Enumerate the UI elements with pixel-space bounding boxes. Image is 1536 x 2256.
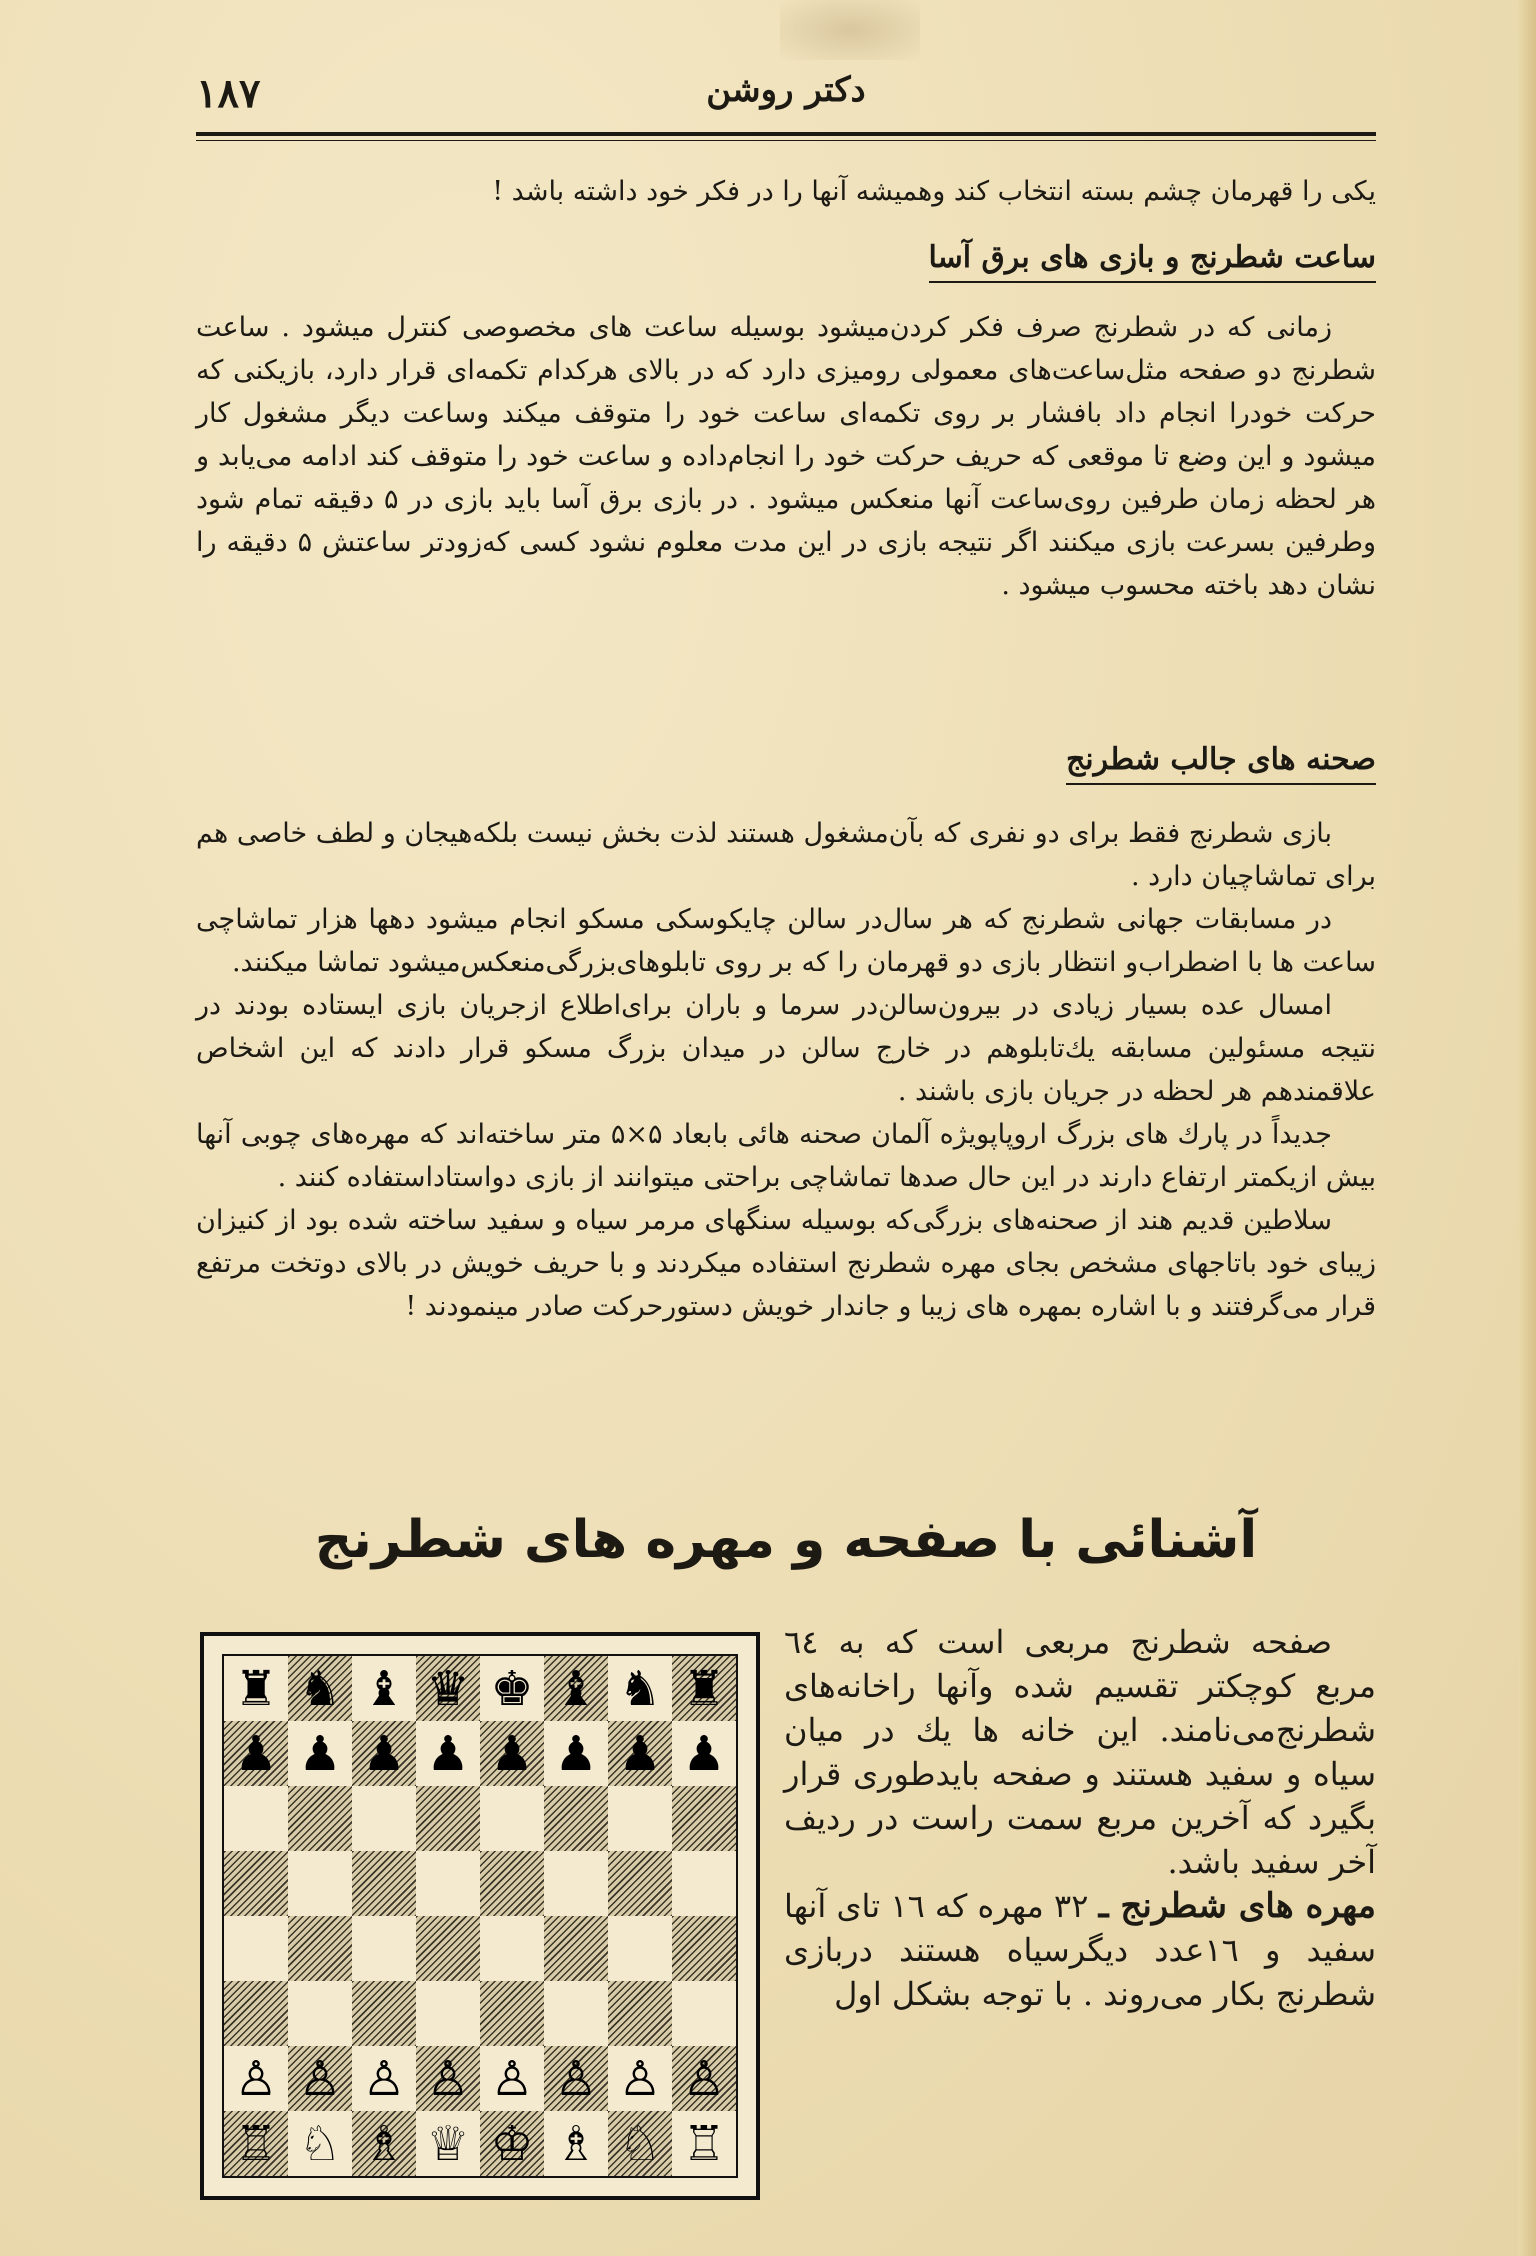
board-square bbox=[416, 2046, 480, 2111]
board-square bbox=[672, 1721, 736, 1786]
board-square bbox=[672, 1656, 736, 1721]
header-rule-thin bbox=[196, 140, 1376, 141]
scenes-paragraph: امسال عده بسیار زیادی در بیرون‌سالن‌در سرما و باران برای‌اطلاع ازجریان بازی ایستاده بودند در نتیجه مسئولین مسابقه یك‌تابلوهم در خارج سالن در میدان بزرگ مسکو قرار دادند که این اشخاص علاقمندهم هر لحظه در جریان بازی باشند . bbox=[196, 990, 1376, 1107]
white-piece-icon: ♖ bbox=[682, 2115, 726, 2172]
board-square bbox=[352, 2111, 416, 2176]
page-number: ۱۸۷ bbox=[196, 70, 261, 117]
chessboard-inner bbox=[222, 1654, 738, 2178]
board-square bbox=[544, 1981, 608, 2046]
black-piece-icon: ♟ bbox=[234, 1725, 278, 1782]
pieces-subheading: مهره های شطرنج ـ bbox=[1098, 1886, 1376, 1926]
scenes-paragraph: در مسابقات جهانی شطرنج که هر سال‌در سالن چایکوسکی مسکو انجام میشود دهها هزار تماشاچی ساعت ها با اضطراب‌و انتظار بازی دو قهرمان را که بر روی تابلوهای‌بزرگی‌منعکس‌میشود تماشا میکنند. bbox=[196, 904, 1376, 978]
scenes-paragraph: سلاطین قدیم هند از صحنه‌های بزرگی‌که بوسیله سنگهای مرمر سیاه و سفید ساخته شده بود از کنیزان زیبای خود باتاجهای مشخص بجای مهره شطرنج استفاده میکردند و با حریف خویش در بالای دوتخت مرتفع قرار می‌گرفتند و با اشاره بمهره های زیبا و جاندار خویش دستورحرکت صادر مینمودند ! bbox=[196, 1205, 1376, 1322]
side-text bbox=[784, 1620, 1376, 2016]
board-square bbox=[608, 1721, 672, 1786]
board-square bbox=[672, 2046, 736, 2111]
board-square bbox=[224, 1916, 288, 1981]
paper-stain bbox=[780, 0, 920, 60]
board-description: صفحه شطرنج مربعی است که به ٦٤ مربع کوچکتر تقسیم شده وآنها راخانه‌های شطرنج‌می‌نامند. این خانه ها یك در میان سیاه و سفید هستند و صفحه بایدطوری قرار بگیرد که آخرین مربع سمت راست در ردیف آخر سفید باشد. bbox=[784, 1623, 1376, 1881]
black-piece-icon: ♜ bbox=[682, 1660, 726, 1717]
board-square bbox=[416, 1981, 480, 2046]
board-square bbox=[480, 1721, 544, 1786]
board-square bbox=[544, 1786, 608, 1851]
white-piece-icon: ♘ bbox=[298, 2115, 342, 2172]
white-piece-icon: ♙ bbox=[426, 2050, 470, 2107]
board-square bbox=[352, 1786, 416, 1851]
section-heading-chess-clock: ساعت شطرنج و بازی های برق آسا bbox=[929, 240, 1377, 283]
board-square bbox=[544, 2111, 608, 2176]
board-square bbox=[608, 1786, 672, 1851]
board-square bbox=[608, 1851, 672, 1916]
board-square bbox=[544, 1656, 608, 1721]
board-square bbox=[416, 1721, 480, 1786]
board-square bbox=[224, 2111, 288, 2176]
scenes-paragraph: بازی شطرنج فقط برای دو نفری که بآن‌مشغول هستند لذت بخش نیست بلکه‌هیجان و لطف خاصی هم برای تماشاچیان دارد . bbox=[196, 818, 1376, 892]
main-heading: آشنائی با صفحه و مهره های شطرنج bbox=[314, 1510, 1258, 1570]
board-square bbox=[672, 1851, 736, 1916]
black-piece-icon: ♛ bbox=[426, 1660, 470, 1717]
board-square bbox=[288, 1786, 352, 1851]
black-piece-icon: ♟ bbox=[490, 1725, 534, 1782]
board-square bbox=[288, 1851, 352, 1916]
board-square bbox=[288, 1981, 352, 2046]
section-scenes-body bbox=[196, 812, 1376, 1328]
board-square bbox=[224, 1721, 288, 1786]
black-piece-icon: ♟ bbox=[362, 1725, 406, 1782]
chessboard-grid bbox=[224, 1656, 736, 2176]
board-square bbox=[608, 1981, 672, 2046]
intro-line bbox=[196, 170, 1376, 213]
white-piece-icon: ♗ bbox=[554, 2115, 598, 2172]
header-rule bbox=[196, 132, 1376, 136]
chess-clock-paragraph: زمانی که در شطرنج صرف فکر کردن‌میشود بوسیله ساعت های مخصوصی کنترل میشود . ساعت شطرنج دو صفحه مثل‌ساعت‌های معمولی رومیزی دارد که در بالای هرکدام تکمه‌ای قرار دارد، بازیکنی که حرکت خودرا انجام داد بافشار بر روی تکمه‌ای ساعت خود را متوقف میکند وساعت دیگر مشغول کار میشود و این وضع تا موقعی که حریف حرکت خود را انجام‌داده و ساعت خود را متوقف کند ادامه می‌یابد و هر لحظه زمان طرفین روی‌ساعت آنها منعکس میشود . در بازی برق آسا باید بازی در ۵ دقیقه تمام شود وطرفین بسرعت بازی میکنند اگر نتیجه بازی در این مدت معلوم نشود کسی که‌زودتر ساعتش ۵ دقیقه را نشان دهد باخته محسوب میشود . bbox=[196, 312, 1376, 601]
board-square bbox=[352, 1916, 416, 1981]
black-piece-icon: ♟ bbox=[554, 1725, 598, 1782]
board-square bbox=[672, 2111, 736, 2176]
board-square bbox=[608, 1656, 672, 1721]
black-piece-icon: ♟ bbox=[682, 1725, 726, 1782]
white-piece-icon: ♗ bbox=[362, 2115, 406, 2172]
running-title: دکتر روشن bbox=[706, 70, 866, 110]
board-square bbox=[544, 1851, 608, 1916]
board-square bbox=[352, 1981, 416, 2046]
black-piece-icon: ♝ bbox=[554, 1660, 598, 1717]
black-piece-icon: ♟ bbox=[618, 1725, 662, 1782]
section-chess-clock-body bbox=[196, 306, 1376, 607]
chessboard-diagram bbox=[200, 1632, 760, 2200]
board-square bbox=[480, 1851, 544, 1916]
board-square bbox=[352, 1656, 416, 1721]
white-piece-icon: ♔ bbox=[490, 2115, 534, 2172]
board-square bbox=[480, 1656, 544, 1721]
board-square bbox=[224, 1786, 288, 1851]
board-square bbox=[288, 2111, 352, 2176]
white-piece-icon: ♙ bbox=[298, 2050, 342, 2107]
pieces-paragraph bbox=[784, 1884, 1376, 2016]
board-square bbox=[480, 1916, 544, 1981]
board-square bbox=[480, 1981, 544, 2046]
board-square bbox=[288, 1916, 352, 1981]
intro-text: یکی را قهرمان چشم بسته انتخاب کند وهمیشه آنها را در فکر خود داشته باشد ! bbox=[492, 176, 1376, 207]
black-piece-icon: ♚ bbox=[490, 1660, 534, 1717]
white-piece-icon: ♙ bbox=[618, 2050, 662, 2107]
white-piece-icon: ♙ bbox=[554, 2050, 598, 2107]
board-square bbox=[416, 1656, 480, 1721]
pieces-text: ٣٢ مهره که ١٦ تای آنها سفید و ١٦عدد دیگرسیاه هستند دربازی شطرنج بکار می‌روند . با توجه بشکل اول bbox=[784, 1887, 1377, 2013]
page-edge bbox=[1518, 0, 1536, 2256]
board-square bbox=[672, 1981, 736, 2046]
board-square bbox=[352, 1721, 416, 1786]
board-square bbox=[672, 1786, 736, 1851]
board-square bbox=[352, 1851, 416, 1916]
board-square bbox=[544, 1916, 608, 1981]
board-square bbox=[416, 1916, 480, 1981]
white-piece-icon: ♖ bbox=[234, 2115, 278, 2172]
white-piece-icon: ♙ bbox=[490, 2050, 534, 2107]
white-piece-icon: ♙ bbox=[682, 2050, 726, 2107]
board-square bbox=[608, 1916, 672, 1981]
black-piece-icon: ♞ bbox=[298, 1660, 342, 1717]
black-piece-icon: ♝ bbox=[362, 1660, 406, 1717]
board-square bbox=[544, 1721, 608, 1786]
white-piece-icon: ♕ bbox=[426, 2115, 470, 2172]
board-square bbox=[288, 2046, 352, 2111]
board-square bbox=[480, 2111, 544, 2176]
board-square bbox=[224, 2046, 288, 2111]
black-piece-icon: ♞ bbox=[618, 1660, 662, 1717]
board-square bbox=[352, 2046, 416, 2111]
board-square bbox=[288, 1721, 352, 1786]
black-piece-icon: ♜ bbox=[234, 1660, 278, 1717]
board-square bbox=[672, 1916, 736, 1981]
board-square bbox=[288, 1656, 352, 1721]
board-square bbox=[224, 1851, 288, 1916]
white-piece-icon: ♙ bbox=[234, 2050, 278, 2107]
board-square bbox=[480, 1786, 544, 1851]
black-piece-icon: ♟ bbox=[426, 1725, 470, 1782]
section-heading-scenes: صحنه های جالب شطرنج bbox=[1066, 742, 1376, 785]
board-square bbox=[416, 1851, 480, 1916]
board-square bbox=[608, 2111, 672, 2176]
board-square bbox=[416, 1786, 480, 1851]
scenes-paragraph: جدیداً در پارك های بزرگ اروپاپویژه آلمان صحنه هائی بابعاد ۵×۵ متر ساخته‌اند که مهره‌های چوبی آنها بیش ازیکمتر ارتفاع دارند در این حال صدها تماشاچی براحتی میتوانند از بازی دواستاداستفاده کنند . bbox=[196, 1119, 1376, 1193]
white-piece-icon: ♙ bbox=[362, 2050, 406, 2107]
white-piece-icon: ♘ bbox=[618, 2115, 662, 2172]
page-header bbox=[196, 70, 1376, 130]
board-square bbox=[224, 1656, 288, 1721]
board-square bbox=[224, 1981, 288, 2046]
board-square bbox=[544, 2046, 608, 2111]
black-piece-icon: ♟ bbox=[298, 1725, 342, 1782]
board-square bbox=[480, 2046, 544, 2111]
board-square bbox=[608, 2046, 672, 2111]
board-square bbox=[416, 2111, 480, 2176]
